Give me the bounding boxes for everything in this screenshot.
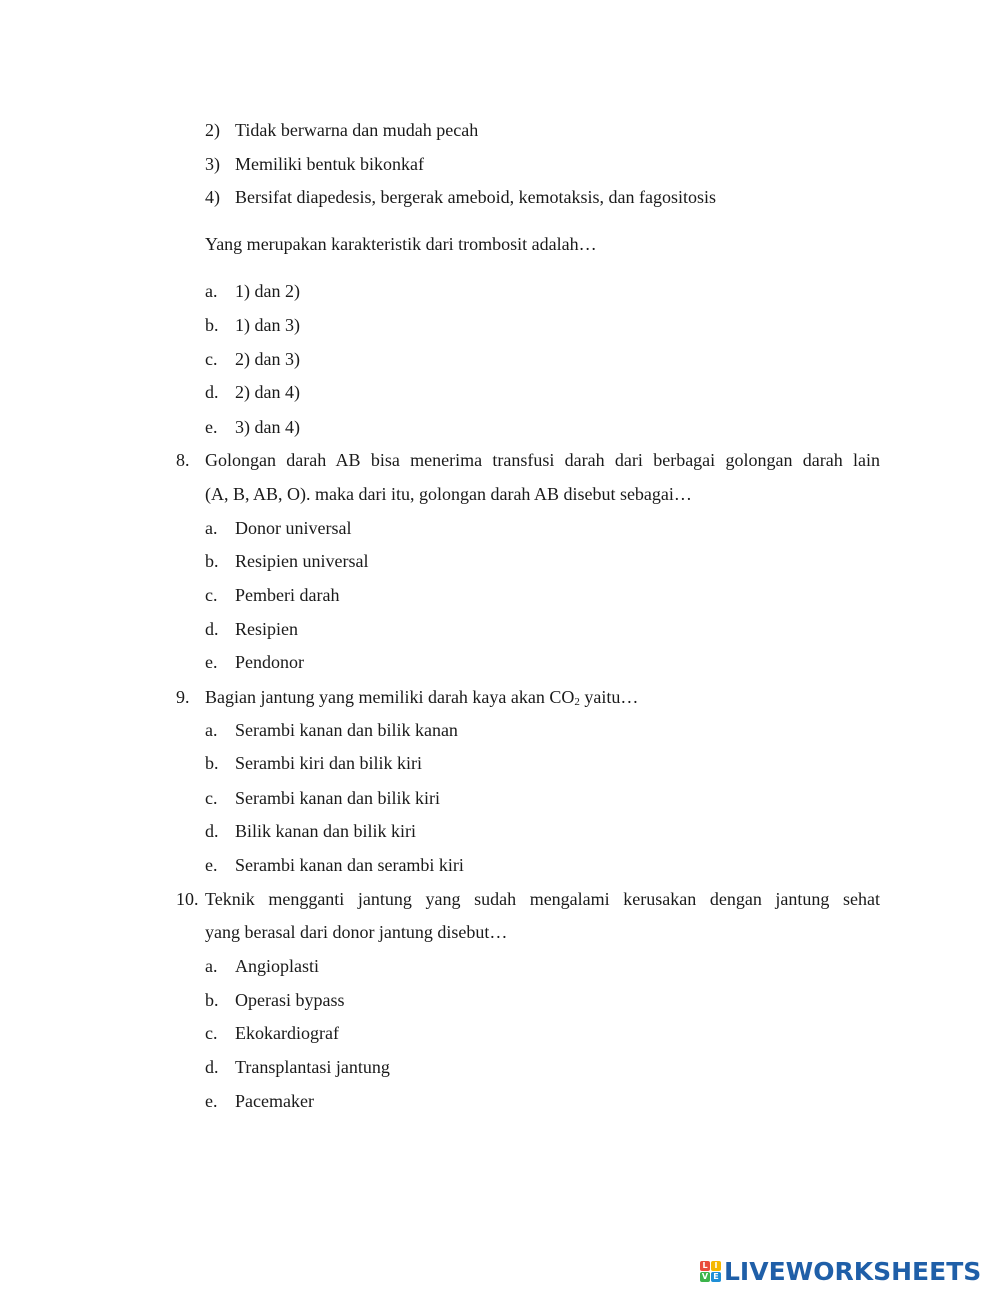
- question-text: [205, 688, 638, 706]
- option-text: Transplantasi jantung: [235, 1057, 390, 1077]
- question-number: 8.: [176, 450, 190, 470]
- statement-text: Tidak berwarna dan mudah pecah: [235, 120, 479, 140]
- option-letter: e.: [205, 417, 218, 437]
- option-text: Serambi kanan dan bilik kanan: [235, 720, 458, 740]
- option-letter: d.: [205, 1057, 219, 1077]
- option-letter: a.: [205, 281, 218, 301]
- option-letter: c.: [205, 585, 218, 605]
- subscript-2: 2: [574, 696, 580, 708]
- option-text: Serambi kanan dan serambi kiri: [235, 855, 464, 875]
- statement-number: 3): [205, 154, 220, 174]
- option-text: 2) dan 3): [235, 349, 300, 369]
- option-letter: c.: [205, 788, 218, 808]
- statement-text: Bersifat diapedesis, bergerak ameboid, kemotaksis, dan fagositosis: [235, 187, 717, 207]
- question-prompt: Yang merupakan karakteristik dari trombosit adalah…: [205, 234, 597, 254]
- statement-text: Memiliki bentuk bikonkaf: [235, 154, 424, 174]
- logo-text: LIVEWORKSHEETS: [724, 1256, 982, 1286]
- logo-mark-e: E: [711, 1272, 721, 1282]
- question-text-line1: Golongan darah AB bisa menerima transfusi darah dari berbagai golongan darah lain: [205, 450, 880, 470]
- option-text: Serambi kanan dan bilik kiri: [235, 788, 440, 808]
- option-letter: b.: [205, 753, 219, 773]
- option-letter: d.: [205, 382, 219, 402]
- option-text: 1) dan 2): [235, 281, 300, 301]
- option-letter: c.: [205, 1023, 218, 1043]
- option-text: Bilik kanan dan bilik kiri: [235, 821, 416, 841]
- option-text: 1) dan 3): [235, 315, 300, 335]
- option-text: Resipien: [235, 619, 298, 639]
- option-text: 2) dan 4): [235, 382, 300, 402]
- logo-mark-v: V: [701, 1272, 709, 1281]
- option-text: Donor universal: [235, 518, 352, 538]
- question-text-end: yaitu…: [579, 687, 639, 707]
- option-letter: b.: [205, 990, 219, 1010]
- option-text: Serambi kiri dan bilik kiri: [235, 753, 422, 773]
- liveworksheets-logo: [700, 1256, 981, 1286]
- option-letter: c.: [205, 349, 218, 369]
- question-text-line2: (A, B, AB, O). maka dari itu, golongan darah AB disebut sebagai…: [205, 484, 692, 504]
- question-text-main: Bagian jantung yang memiliki darah kaya akan CO: [205, 687, 575, 707]
- option-text: 3) dan 4): [235, 417, 300, 437]
- option-letter: b.: [205, 551, 219, 571]
- option-letter: d.: [205, 821, 219, 841]
- option-letter: e.: [205, 855, 218, 875]
- option-text: Pendonor: [235, 652, 304, 672]
- option-text: Pemberi darah: [235, 585, 340, 605]
- option-letter: a.: [205, 956, 218, 976]
- statement-number: 4): [205, 187, 220, 207]
- option-text: Operasi bypass: [235, 990, 345, 1010]
- option-letter: a.: [205, 720, 218, 740]
- statement-number: 2): [205, 120, 220, 140]
- question-text-line2: yang berasal dari donor jantung disebut…: [205, 922, 508, 942]
- logo-mark-i: I: [711, 1261, 721, 1271]
- option-text: Resipien universal: [235, 551, 369, 571]
- logo-mark-l: L: [700, 1261, 710, 1271]
- question-number: 9.: [176, 687, 190, 707]
- option-letter: e.: [205, 1091, 218, 1111]
- question-text-line1: Teknik mengganti jantung yang sudah mengalami kerusakan dengan jantung sehat: [205, 889, 880, 909]
- option-letter: a.: [205, 518, 218, 538]
- option-letter: e.: [205, 652, 218, 672]
- question-number: 10.: [176, 889, 199, 909]
- logo-mark-icon: [700, 1261, 721, 1282]
- option-letter: d.: [205, 619, 219, 639]
- option-text: Angioplasti: [235, 956, 319, 976]
- option-text: Pacemaker: [235, 1091, 314, 1111]
- option-text: Ekokardiograf: [235, 1023, 339, 1043]
- option-letter: b.: [205, 315, 219, 335]
